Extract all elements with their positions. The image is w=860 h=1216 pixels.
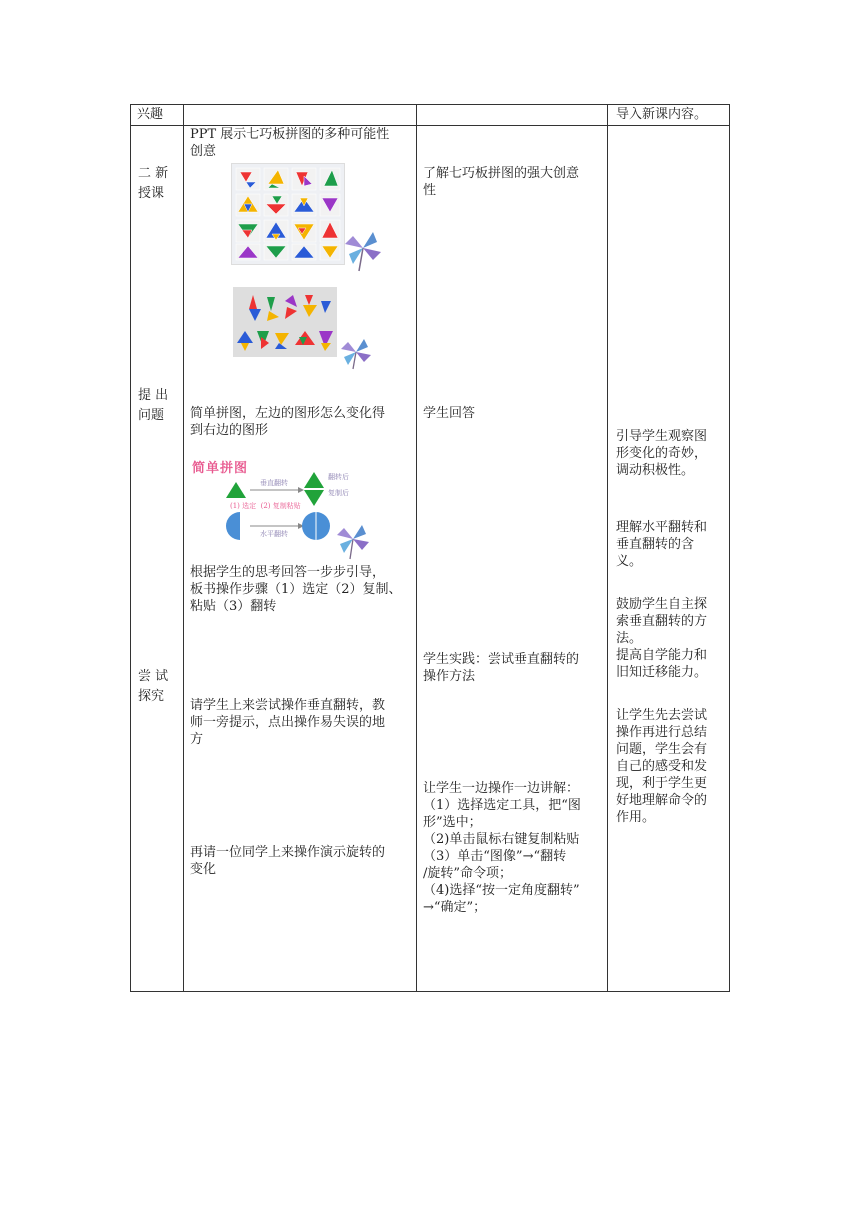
row-label-interest: 兴趣 (137, 107, 164, 122)
student-explain-steps-text: 让学生一边操作一边讲解： （1）选择选定工具，把“图 形”选中； （2)单击鼠标右键复制粘贴 （3）单击“图像”→“翻转 /旋转”命令项； （4)选择“按一定角度翻转” →“确定”； (423, 781, 581, 915)
intent-summary-text: 让学生先去尝试 操作再进行总结 问题，学生会有 自己的感受和发 现，利于学生更 好地理解命令的 作用。 (616, 708, 708, 825)
tangram-grid-image (231, 163, 345, 265)
intent-understand-flip-text: 理解水平翻转和 垂直翻转的含 义。 (616, 520, 708, 569)
teacher-simple-puzzle-text: 简单拼图，左边的图形怎么变化得 到右边的图形 (190, 406, 386, 438)
teacher-invite-rotate-text: 再请一位同学上来操作演示旋转的 变化 (190, 845, 386, 877)
flip-vertical-label: 垂直翻转 (260, 479, 288, 487)
column-divider (416, 105, 417, 991)
section-label-raise-question: 提 出 问题 (138, 388, 169, 423)
student-understand-text: 了解七巧板拼图的强大创意 性 (423, 166, 580, 198)
column-divider (607, 105, 608, 991)
copy-result-label: 复制后 (328, 489, 349, 497)
teacher-guide-steps-text: 根据学生的思考回答一步步引导， 板书操作步骤（1）选定（2）复制、 粘贴（3）翻转 (190, 565, 402, 614)
teacher-ppt-text: PPT 展示七巧板拼图的多种可能性 创意 (190, 127, 390, 159)
steps-label: (1) 选定 (2) 复制粘贴 (230, 502, 301, 510)
intent-encourage-text: 鼓励学生自主探 索垂直翻转的方 法。 提高自学能力和 旧知迁移能力。 (616, 597, 708, 680)
section-label-try-explore: 尝 试 探究 (138, 669, 169, 704)
flip-horizontal-label: 水平翻转 (260, 530, 288, 538)
student-answer-text: 学生回答 (423, 406, 476, 421)
pinwheel-icon (340, 336, 374, 374)
column-divider (183, 105, 184, 991)
pinwheel-icon (336, 522, 372, 564)
intent-observe-text: 引导学生观察图 形变化的奇妙， 调动积极性。 (616, 429, 708, 478)
intro-new-lesson-text: 导入新课内容。 (616, 107, 708, 122)
section-label-new-lesson: 二 新 授课 (138, 166, 169, 201)
student-practice-text: 学生实践：尝试垂直翻转的 操作方法 (423, 652, 580, 684)
flip-result-label: 翻转后 (328, 473, 349, 481)
teacher-invite-vertical-text: 请学生上来尝试操作垂直翻转，教 师一旁提示，点出操作易失误的地 方 (190, 698, 386, 747)
tangram-row-image (233, 287, 337, 357)
flip-diagram-title: 简单拼图 (192, 461, 249, 476)
pinwheel-icon (343, 228, 385, 276)
